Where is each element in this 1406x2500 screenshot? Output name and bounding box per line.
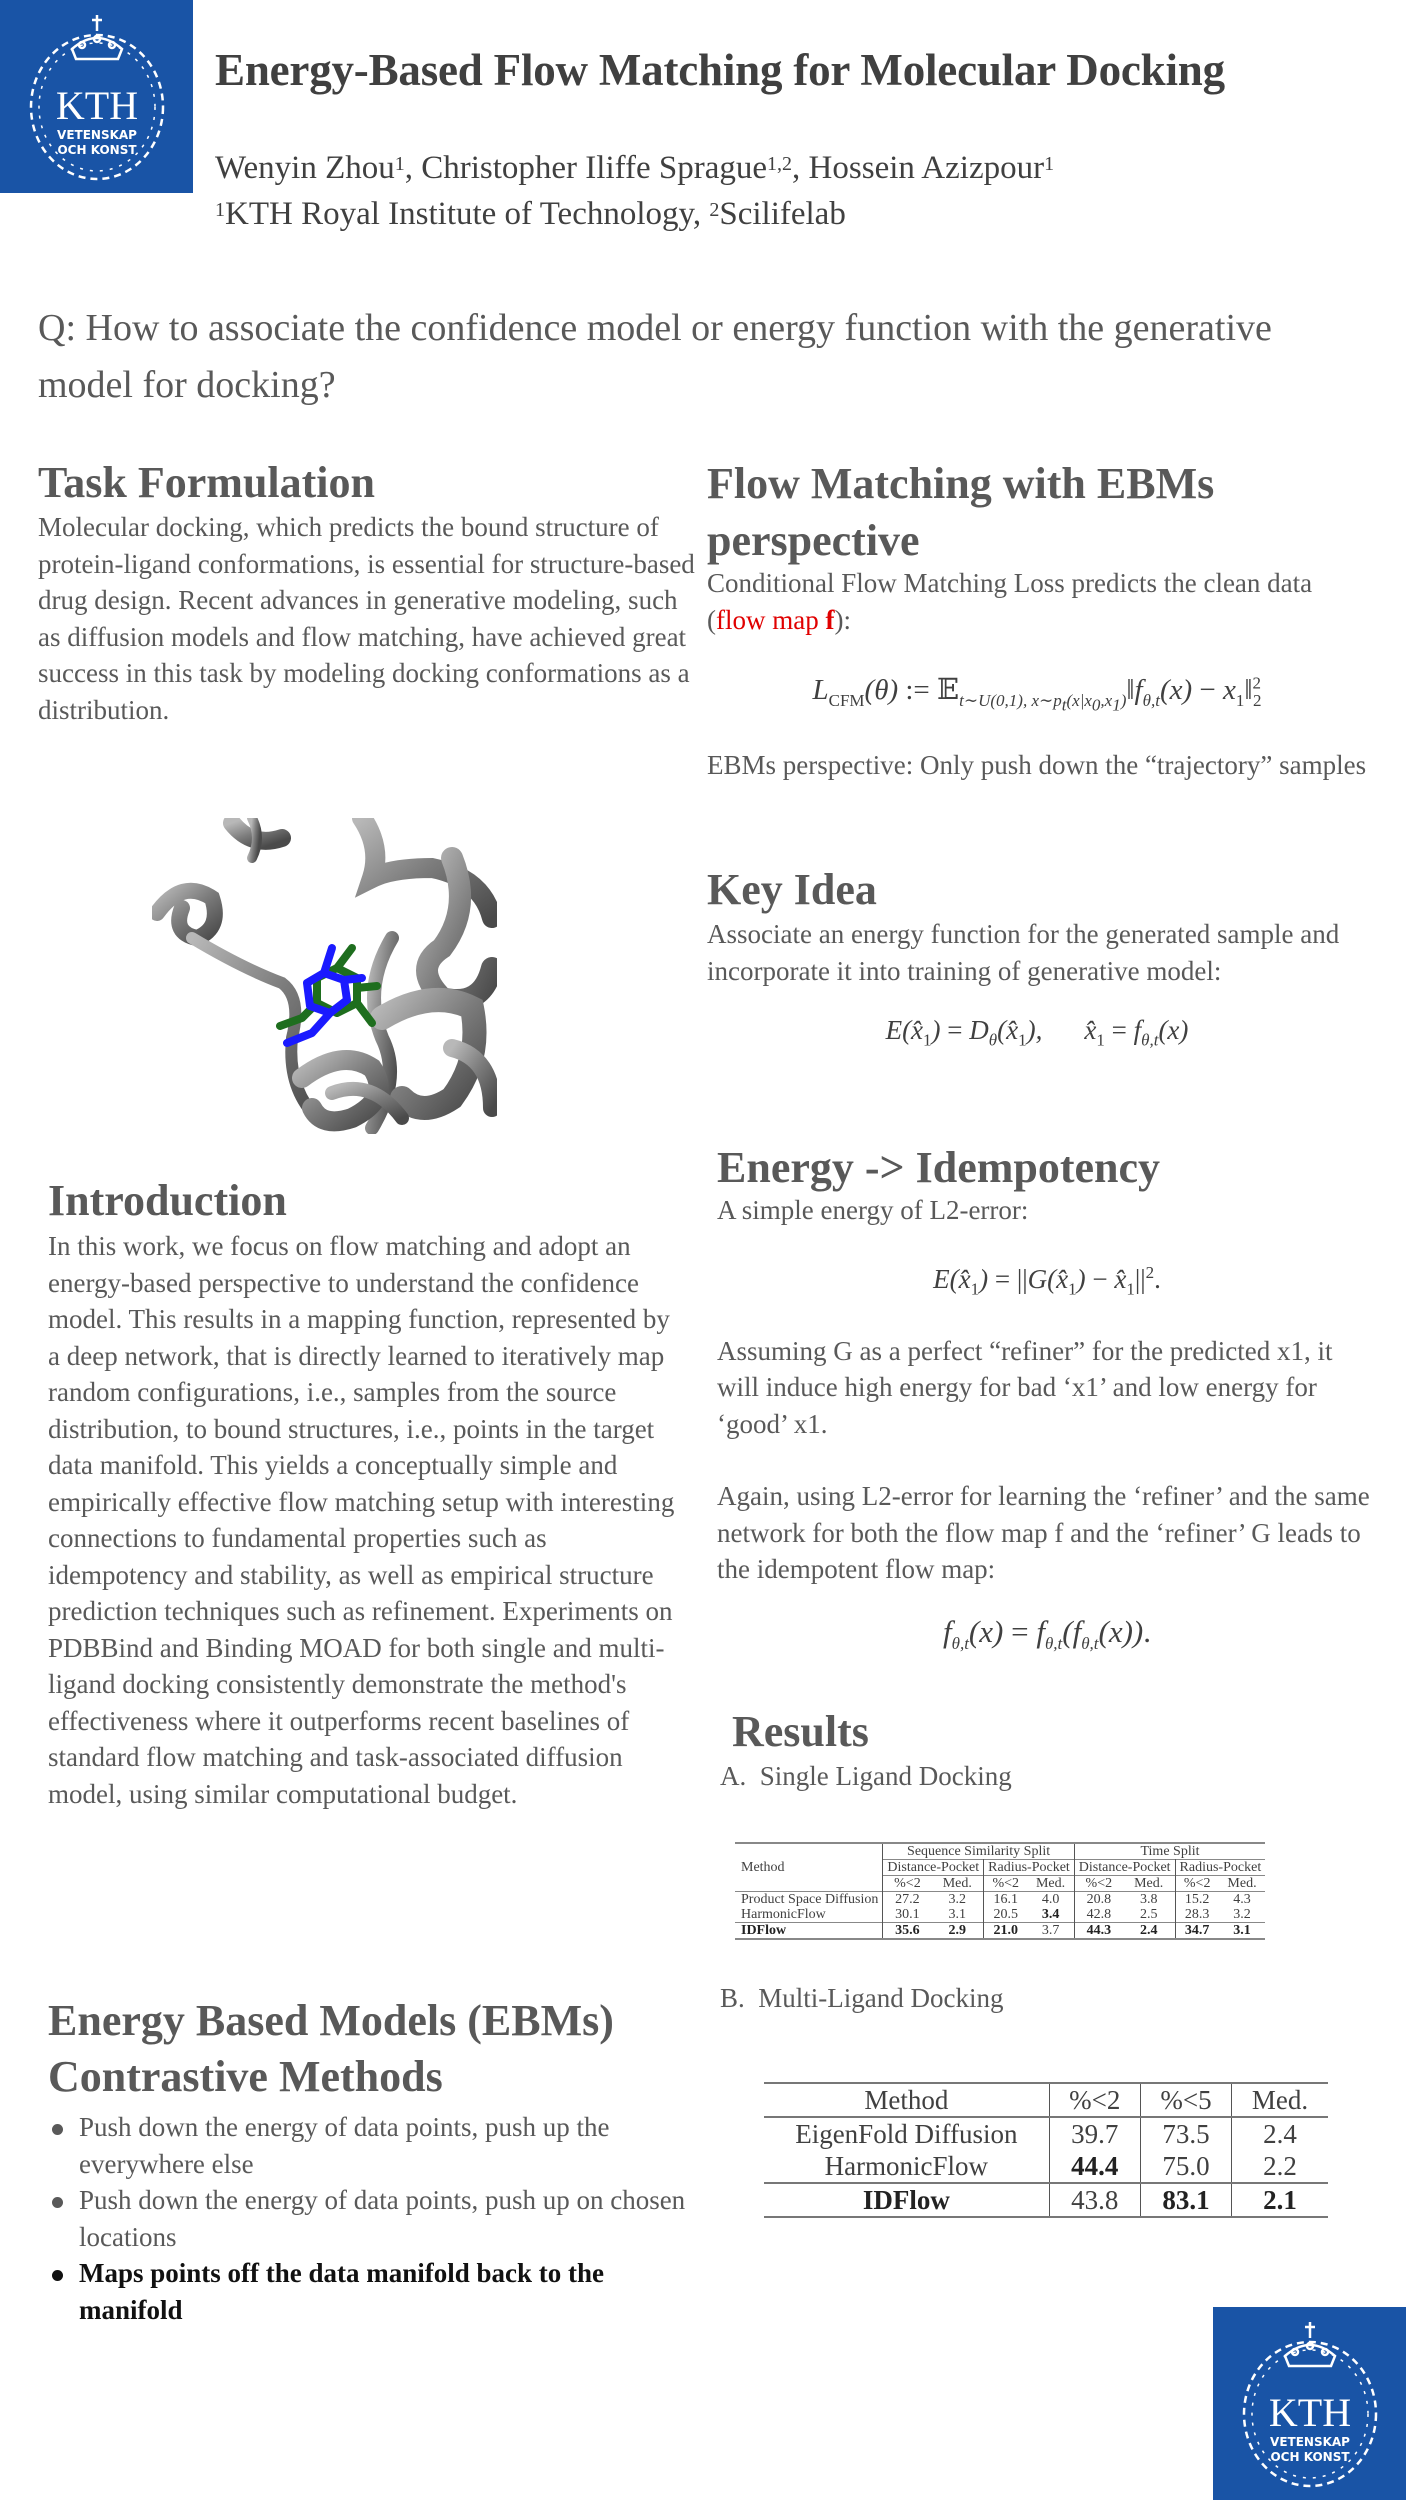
value-cell: 27.2 bbox=[883, 1892, 932, 1908]
author-name: Christopher Iliffe Sprague bbox=[421, 150, 768, 186]
metric-header: %<2 bbox=[1049, 2083, 1140, 2117]
table-row bbox=[764, 2150, 1328, 2183]
section-heading: Key Idea bbox=[707, 865, 877, 914]
logo-kth-text: KTH bbox=[1268, 2389, 1351, 2435]
metric-header: %<2 bbox=[1175, 1876, 1219, 1892]
author-affiliation: 1,2 bbox=[767, 153, 793, 175]
cfm-intro-text: Conditional Flow Matching Loss predicts the clean data ( bbox=[707, 568, 1313, 635]
value-cell: 4.3 bbox=[1233, 1892, 1251, 1907]
poster-title: Energy-Based Flow Matching for Molecular Docking bbox=[215, 45, 1225, 95]
sub-header: Distance-Pocket bbox=[1074, 1860, 1175, 1876]
multi-ligand-label: B. Multi-Ligand Docking bbox=[720, 1983, 1004, 2013]
sub-header: Distance-Pocket bbox=[883, 1860, 984, 1876]
affiliation-list: $^1$KTH Royal Institute of Technology, $^2$Scilifelab bbox=[215, 196, 846, 232]
sub-header: Radius-Pocket bbox=[1175, 1860, 1265, 1876]
l2-energy-equation: $E(x̂_1)$ = $||G(x̂_1)$ − $x̂_1||^2$. bbox=[933, 1262, 1161, 1298]
value-cell: 39.7 bbox=[1049, 2117, 1140, 2150]
bold-value: 35.6 bbox=[895, 1923, 920, 1938]
cfm-intro-tail: ): bbox=[834, 604, 851, 635]
single-ligand-label: A. Single Ligand Docking bbox=[720, 1761, 1012, 1791]
author-block bbox=[215, 145, 1054, 237]
bullet-item: Push down the energy of data points, push up on chosen locations bbox=[48, 2182, 698, 2255]
value-cell: 16.1 bbox=[984, 1892, 1028, 1908]
bullet-item-emphasized: Maps points off the data manifold back to the manifold bbox=[48, 2255, 698, 2328]
kth-crest-icon bbox=[12, 7, 182, 187]
method-cell: HarmonicFlow bbox=[824, 2151, 989, 2181]
method-header: Method bbox=[741, 1860, 785, 1875]
protein-ribbon-illustration bbox=[152, 818, 497, 1134]
flow-map-symbol: f bbox=[825, 604, 835, 635]
section-heading: Results bbox=[732, 1707, 869, 1756]
value-cell: 4.0 bbox=[1041, 1892, 1060, 1907]
author-affiliation: 1 bbox=[1044, 153, 1055, 175]
idempotent-paragraph: Again, using L2-error for learning the ‘refiner’ and the same network for both the flow map f and the ‘refiner’ G leads to the idempotent flow map: bbox=[717, 1481, 1370, 1585]
metric-header: Med. bbox=[1227, 1876, 1257, 1891]
protein-ligand-figure bbox=[152, 818, 497, 1134]
value-cell: 3.7 bbox=[1041, 1923, 1060, 1938]
table-row bbox=[735, 1907, 1265, 1923]
value-cell: 2.2 bbox=[1232, 2150, 1328, 2183]
bold-value: 3.4 bbox=[1041, 1907, 1060, 1922]
value-cell: 30.1 bbox=[883, 1907, 932, 1923]
bold-value: 44.3 bbox=[1086, 1923, 1112, 1938]
flow-map-label: flow map bbox=[716, 604, 826, 635]
section-heading: Flow Matching with EBMs perspective bbox=[707, 459, 1215, 565]
kth-crest-icon bbox=[1225, 2314, 1395, 2494]
bold-value: 2.4 bbox=[1139, 1923, 1158, 1938]
value-cell: 3.8 bbox=[1139, 1892, 1158, 1907]
author-list: Wenyin Zhou$^1$, Christopher Iliffe Sprague$^{1,2}$, Hossein Azizpour$^1$ bbox=[215, 150, 1055, 186]
metric-header: %<2 bbox=[984, 1876, 1028, 1892]
bullet-item: Push down the energy of data points, push up the everywhere else bbox=[48, 2109, 698, 2182]
value-cell-best bbox=[1219, 1923, 1265, 1940]
logo-line3: OCH KONST bbox=[56, 142, 137, 157]
method-cell: EigenFold Diffusion bbox=[795, 2119, 1018, 2149]
section-body: In this work, we focus on flow matching and adopt an energy-based perspective to understand the confidence model. This results in a mapping function, represented by a deep network, that is directly learned to iteratively map random configurations, i.e., samples from the source distribution, to bound structures, i.e., points in the target data manifold. This yields a conceptually simple and empirically effective flow matching setup with interesting connections to fundamental properties such as idempotency and stability, as well as empirical structure prediction techniques such as refinement. Experiments on PDBBind and Binding MOAD for both single and multi-ligand docking consistently demonstrate the method's effectiveness where it outperforms recent baselines of standard flow matching and task-associated diffusion model, using similar computational budget. bbox=[48, 1231, 675, 1809]
bold-value: 83.1 bbox=[1162, 2185, 1210, 2215]
section-body: Molecular docking, which predicts the bound structure of protein-ligand conformations, is essential for structure-based drug design. Recent advances in generative modeling, such as diffusion models and flow matching, have achieved great success in this task by modeling docking conformations as a distribution. bbox=[38, 512, 695, 725]
author-name: Wenyin Zhou bbox=[215, 150, 395, 186]
table-row-highlight bbox=[735, 1923, 1265, 1940]
bold-value: 34.7 bbox=[1184, 1923, 1210, 1938]
value-cell: 75.0 bbox=[1140, 2150, 1231, 2183]
refiner-paragraph: Assuming G as a perfect “refiner” for the predicted x1, it will induce high energy for bad ‘x1’ and low energy for ‘good’ x1. bbox=[717, 1335, 1333, 1439]
cfm-loss-equation: $L_{CFM}(\theta)$ := $𝔼_{t\sim U(0,1), x\sim p_t(x|x_0,x_1)}‖f_{\theta,t}(x)$ − $x_1‖^2_2$ bbox=[812, 672, 1262, 715]
value-cell: 2.5 bbox=[1139, 1907, 1158, 1922]
value-cell-best bbox=[1140, 2183, 1231, 2217]
value-cell-best bbox=[883, 1923, 932, 1940]
section-heading: Introduction bbox=[48, 1176, 287, 1225]
idempotent-flow-equation: $f_{\theta,t}(x) = f_{\theta,t}(f_{\theta,t}(x))$. bbox=[942, 1613, 1152, 1654]
flow-map-highlight bbox=[716, 605, 834, 635]
value-cell: 3.2 bbox=[948, 1892, 967, 1907]
author-affiliation: 1 bbox=[394, 153, 405, 175]
table-row-highlight bbox=[764, 2183, 1328, 2217]
multi-ligand-table bbox=[764, 2082, 1328, 2218]
affiliation-name: KTH Royal Institute of Technology bbox=[225, 196, 693, 232]
section-heading-line1: Energy Based Models (EBMs) bbox=[48, 1996, 614, 2045]
bold-value: 3.1 bbox=[1233, 1923, 1251, 1938]
value-cell-best bbox=[1049, 2150, 1140, 2183]
value-cell: 43.8 bbox=[1049, 2183, 1140, 2217]
method-header: Method bbox=[864, 2085, 949, 2115]
author-name: Hossein Azizpour bbox=[808, 150, 1045, 186]
section-ebm-contrastive bbox=[48, 1993, 698, 2328]
bold-value: 44.4 bbox=[1071, 2151, 1119, 2181]
value-cell: 20.5 bbox=[984, 1907, 1028, 1923]
ebm-bullet-list bbox=[48, 2109, 698, 2328]
method-cell bbox=[735, 1923, 883, 1940]
sub-header: Radius-Pocket bbox=[984, 1860, 1075, 1876]
cfm-intro bbox=[707, 565, 1367, 638]
value-cell-best bbox=[1175, 1923, 1219, 1940]
metric-header: Med. bbox=[1035, 1876, 1066, 1891]
method-cell bbox=[764, 2183, 1049, 2217]
section-flow-matching bbox=[707, 455, 1367, 784]
bold-value: 2.9 bbox=[948, 1923, 967, 1938]
logo-kth-text: KTH bbox=[55, 82, 138, 128]
affiliation-number: 1 bbox=[215, 199, 225, 221]
bold-value: 2.1 bbox=[1263, 2185, 1297, 2215]
section-results bbox=[720, 1704, 1380, 1795]
value-cell-best bbox=[1027, 1907, 1074, 1923]
section-heading-line2: Contrastive Methods bbox=[48, 2052, 443, 2101]
method-cell: HarmonicFlow bbox=[741, 1907, 826, 1922]
affiliation-number: 2 bbox=[709, 199, 720, 221]
bold-method: IDFlow bbox=[862, 2185, 950, 2215]
metric-header: Med. bbox=[942, 1876, 972, 1891]
value-cell-best bbox=[984, 1923, 1028, 1940]
single-ligand-table bbox=[735, 1842, 1265, 1940]
metric-header: Med. bbox=[1232, 2083, 1328, 2117]
value-cell-best bbox=[1074, 1923, 1123, 1940]
method-cell: Product Space Diffusion bbox=[741, 1892, 879, 1907]
section-introduction bbox=[48, 1173, 688, 1812]
logo-line2: VETENSKAP bbox=[56, 127, 137, 142]
value-cell: 15.2 bbox=[1175, 1892, 1219, 1908]
affiliation-name: Scilifelab bbox=[719, 196, 846, 232]
section-task-formulation bbox=[38, 455, 698, 728]
bold-method: IDFlow bbox=[741, 1923, 787, 1938]
ebm-perspective-note: EBMs perspective: Only push down the “trajectory” samples bbox=[707, 750, 1367, 781]
value-cell: 2.4 bbox=[1232, 2117, 1328, 2150]
section-key-idea bbox=[707, 862, 1367, 1050]
kth-logo-bottom bbox=[1213, 2307, 1406, 2500]
value-cell: 28.3 bbox=[1175, 1907, 1219, 1923]
kth-logo-top bbox=[0, 0, 193, 193]
section-heading: Task Formulation bbox=[38, 458, 376, 507]
section-heading: Energy -> Idempotency bbox=[717, 1143, 1161, 1192]
table-row bbox=[735, 1892, 1265, 1908]
value-cell-best bbox=[1123, 1923, 1175, 1940]
section-body: Associate an energy function for the generated sample and incorporate it into training of generative model: bbox=[707, 919, 1340, 986]
logo-line3: OCH KONST bbox=[1269, 2449, 1350, 2464]
key-idea-equation: $E(x̂_1)$ = $D_\theta(x̂_1)$, $x̂_1 = f_{\theta,t}(x)$ bbox=[885, 1015, 1189, 1050]
bold-value: 21.0 bbox=[993, 1923, 1018, 1938]
multi-ligand-table-wrap bbox=[764, 2082, 1328, 2218]
value-cell-best bbox=[931, 1923, 983, 1940]
idempotency-intro: A simple energy of L2-error: bbox=[717, 1195, 1029, 1225]
value-cell: 3.1 bbox=[948, 1907, 967, 1922]
section-idempotency bbox=[717, 1140, 1377, 1654]
logo-line2: VETENSKAP bbox=[1269, 2434, 1350, 2449]
metric-header: %<2 bbox=[883, 1876, 932, 1892]
value-cell-best bbox=[1232, 2183, 1328, 2217]
metric-header: Med. bbox=[1134, 1876, 1164, 1891]
metric-header: %<5 bbox=[1140, 2083, 1231, 2117]
single-ligand-table-wrap bbox=[735, 1842, 1265, 1940]
table-row bbox=[764, 2117, 1328, 2150]
value-cell: 42.8 bbox=[1074, 1907, 1123, 1923]
research-question: Q: How to associate the confidence model or energy function with the generative model for docking? bbox=[38, 307, 1272, 406]
group-header: Sequence Similarity Split bbox=[883, 1843, 1074, 1860]
metric-header: %<2 bbox=[1074, 1876, 1123, 1892]
value-cell: 73.5 bbox=[1140, 2117, 1231, 2150]
group-header: Time Split bbox=[1074, 1843, 1265, 1860]
value-cell: 20.8 bbox=[1074, 1892, 1123, 1908]
value-cell: 3.2 bbox=[1233, 1907, 1251, 1922]
